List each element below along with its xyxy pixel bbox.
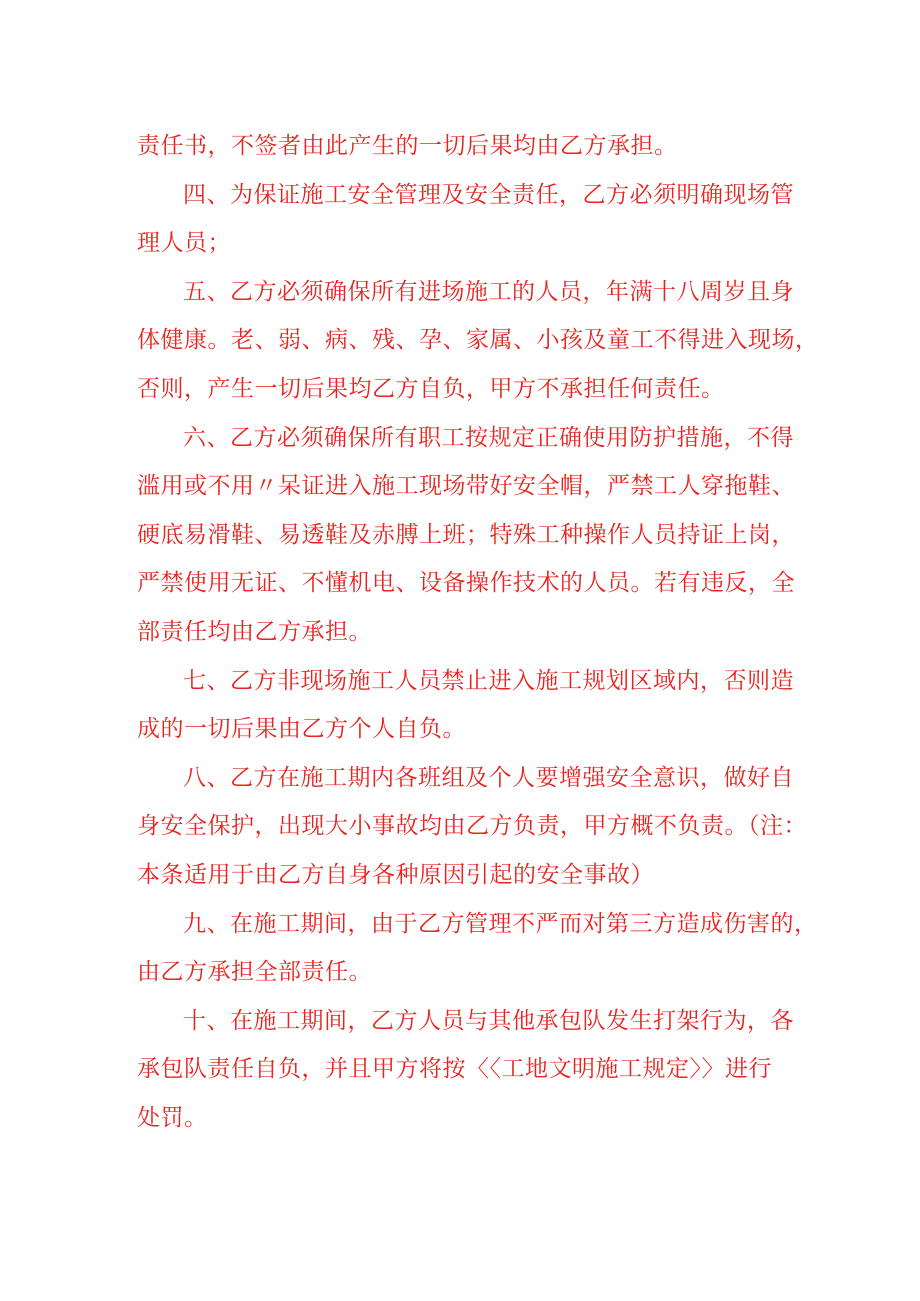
paragraph-clause-6 [137, 414, 797, 657]
text-line: 部责任均由乙方承担。 [137, 618, 372, 645]
text-line: 否则，产生一切后果均乙方自负，甲方不承担任何责任。 [137, 375, 725, 402]
text-line: 八、乙方在施工期内各班组及个人要增强安全意识，做好自 [183, 764, 794, 791]
text-line: 滥用或不用〃呆证进入施工现场带好安全帽，严禁工人穿拖鞋、 [137, 473, 795, 500]
paragraph-clause-4 [137, 171, 797, 268]
paragraph-clause-10 [137, 997, 797, 1143]
text-line: 由乙方承担全部责任。 [137, 959, 372, 986]
text-line: 本条适用于由乙方自身各种原因引起的安全事故） [137, 861, 654, 888]
paragraph-clause-5 [137, 268, 819, 414]
text-line: 四、为保证施工安全管理及安全责任，乙方必须明确现场管 [183, 181, 794, 208]
text-line: 体健康。老、弱、病、残、孕、家属、小孩及童工不得进入现场， [137, 327, 819, 354]
paragraph-clause-8 [137, 754, 807, 900]
text-line: 九、在施工期间，由于乙方管理不严而对第三方造成伤害的， [183, 910, 818, 937]
text-line: 五、乙方必须确保所有进场施工的人员，年满十八周岁且身 [183, 278, 794, 305]
text-line: 严禁使用无证、不懂机电、设备操作技术的人员。若有违反，全 [137, 570, 795, 597]
paragraph-continuation [137, 122, 797, 171]
text-line: 七、乙方非现场施工人员禁止进入施工规划区域内，否则造 [183, 667, 794, 694]
paragraph-clause-7 [137, 657, 797, 754]
paragraph-clause-9 [137, 900, 818, 997]
text-line: 承包队责任自负，并且甲方将按〈〈工地文明施工规定〉〉进行 [137, 1056, 772, 1083]
text-line: 身安全保护，出现大小事故均由乙方负责，甲方概不负责。（注： [137, 813, 807, 840]
text-line: 十、在施工期间，乙方人员与其他承包队发生打架行为，各 [183, 1007, 794, 1034]
text-line: 责任书，不签者由此产生的一切后果均由乙方承担。 [137, 133, 678, 159]
text-line: 硬底易滑鞋、易透鞋及赤膊上班；特殊工种操作人员持证上岗， [137, 521, 795, 548]
text-line: 处罚。 [137, 1104, 208, 1131]
text-line: 理人员； [137, 230, 231, 257]
text-line: 六、乙方必须确保所有职工按规定正确使用防护措施，不得 [183, 424, 794, 451]
text-line: 成的一切后果由乙方个人自负。 [137, 716, 466, 743]
document-body [137, 122, 819, 1142]
